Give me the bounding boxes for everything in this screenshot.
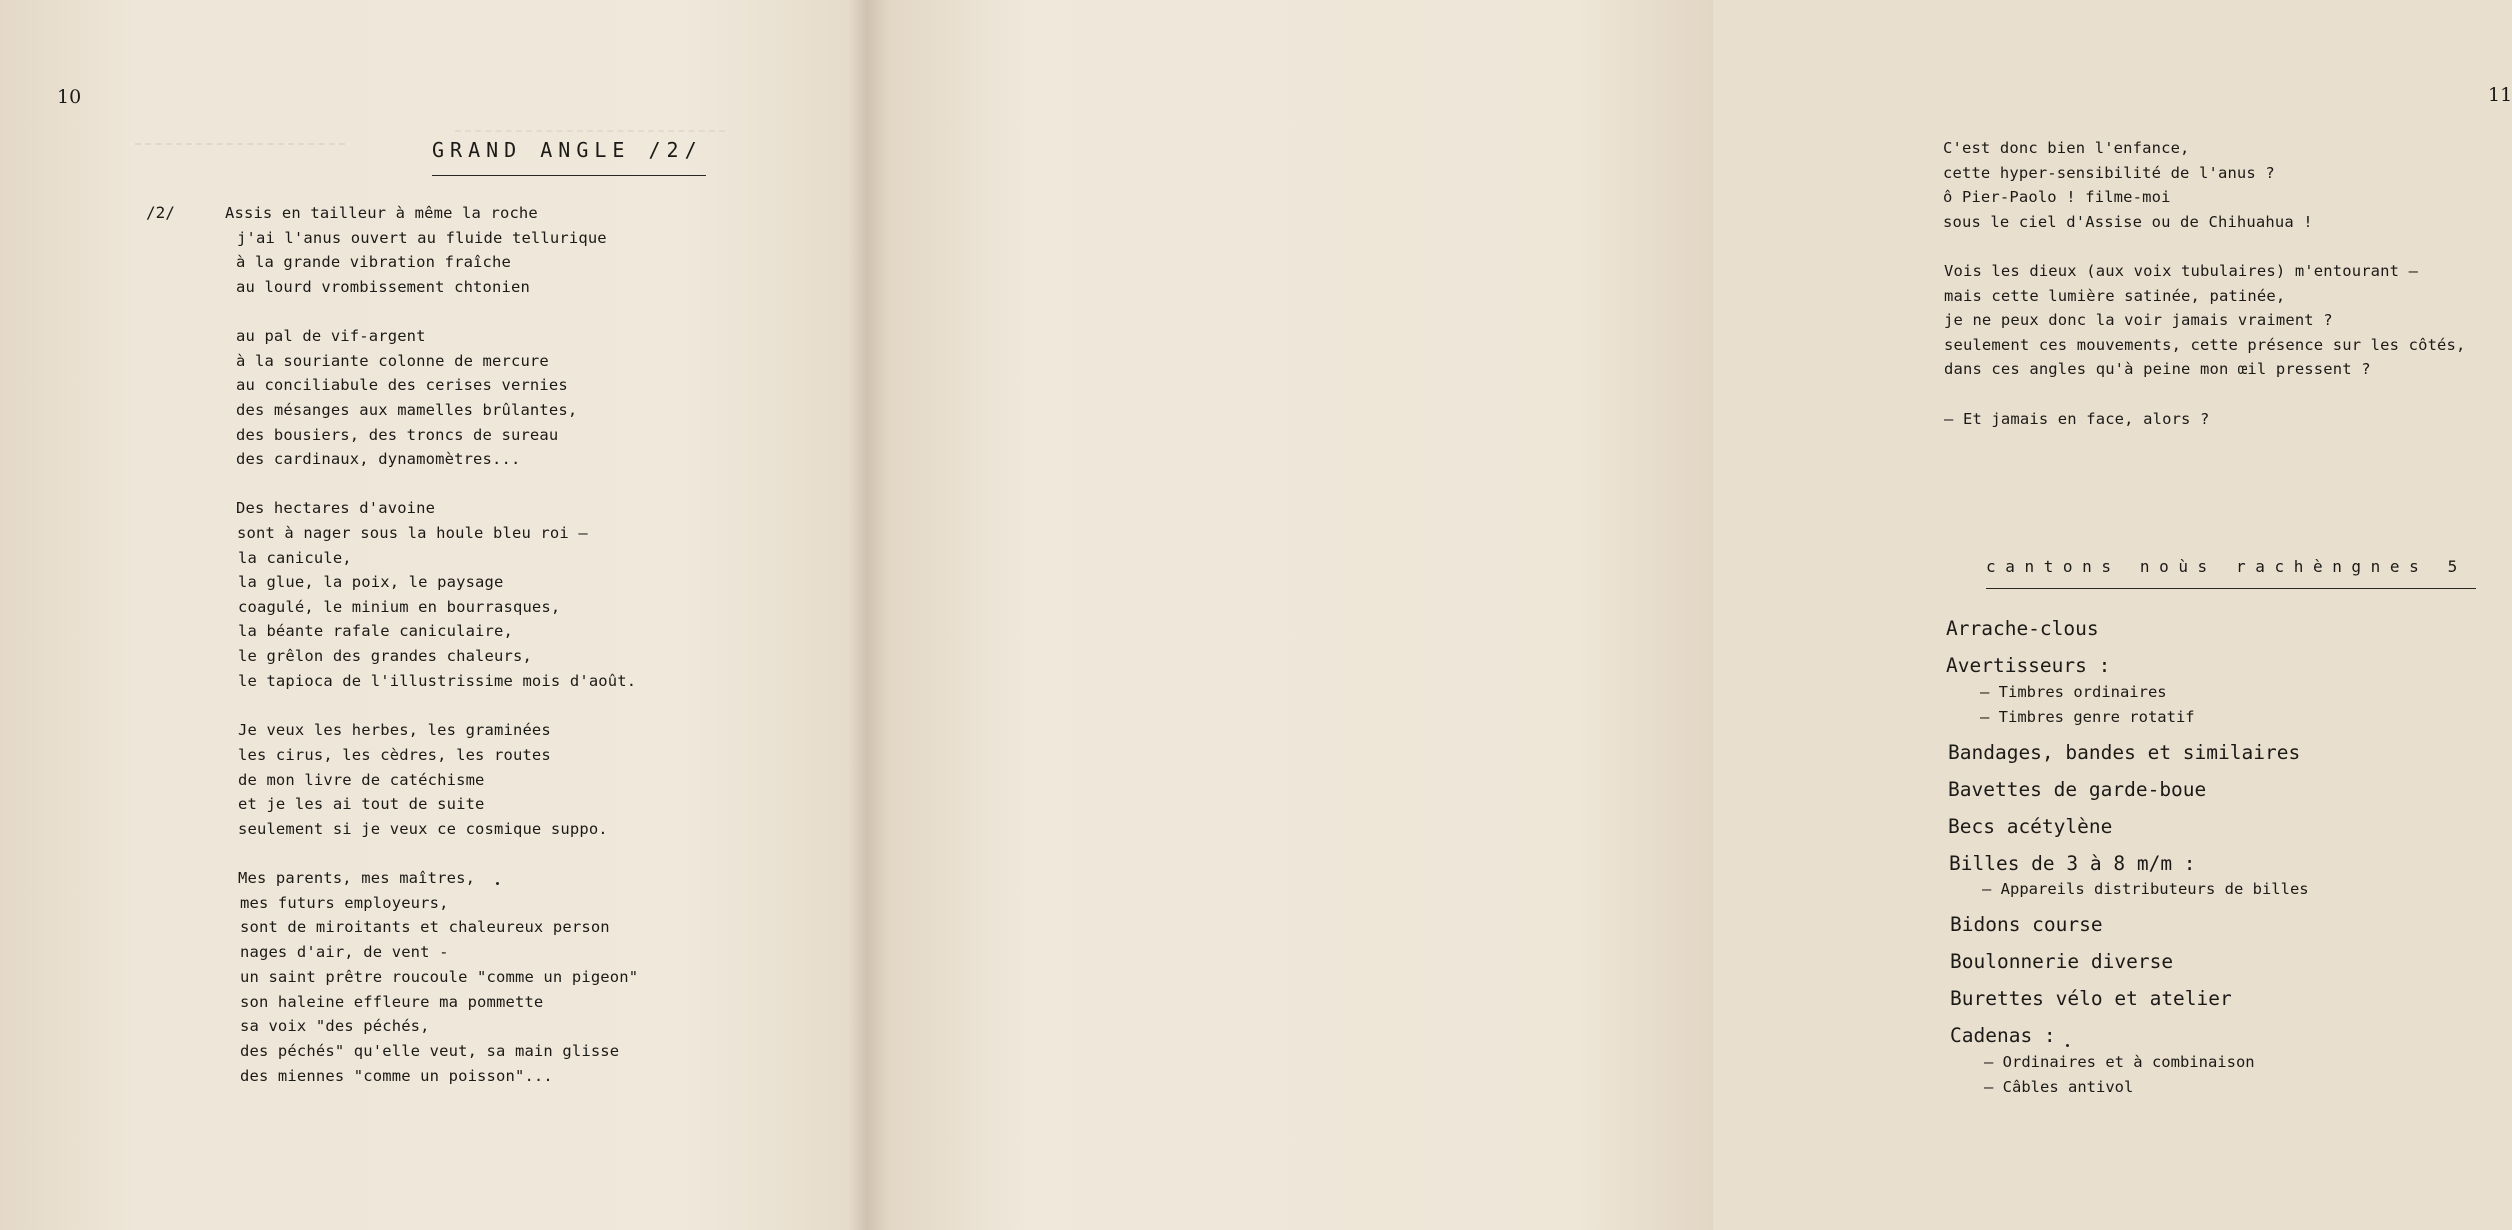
poem-line: et je les ai tout de suite bbox=[238, 795, 485, 813]
poem-line: Des hectares d'avoine bbox=[236, 499, 436, 517]
poem-line: des bousiers, des troncs de sureau bbox=[236, 426, 559, 444]
catalog-sub-entry: — Ordinaires et à combinaison bbox=[1984, 1053, 2255, 1071]
poem-line: le tapioca de l'illustrissime mois d'août. bbox=[238, 672, 637, 690]
poem-line: des miennes "comme un poisson"... bbox=[240, 1067, 553, 1085]
right-page bbox=[857, 0, 2512, 1230]
poem-line: — Et jamais en face, alors ? bbox=[1944, 410, 2210, 428]
catalog-entry: Bidons course bbox=[1950, 913, 2103, 936]
poem-line: sont de miroitants et chaleureux person bbox=[240, 918, 610, 936]
show-through-smudge bbox=[455, 108, 725, 132]
page-number: 11 bbox=[2488, 84, 2512, 106]
catalog-sub-entry: — Appareils distributeurs de billes bbox=[1982, 880, 2309, 898]
catalog-entry: Bavettes de garde-boue bbox=[1948, 778, 2207, 801]
poem-line: Vois les dieux (aux voix tubulaires) m'entourant — bbox=[1944, 262, 2419, 280]
poem-line: des péchés" qu'elle veut, sa main glisse bbox=[240, 1042, 620, 1060]
poem-line: Assis en tailleur à même la roche bbox=[225, 204, 538, 222]
poem-line: j'ai l'anus ouvert au fluide tellurique bbox=[237, 229, 607, 247]
poem-line: sous le ciel d'Assise ou de Chihuahua ! bbox=[1943, 213, 2313, 231]
poem-line: des mésanges aux mamelles brûlantes, bbox=[236, 401, 578, 419]
poem-line: mes futurs employeurs, bbox=[240, 894, 449, 912]
poem-line: à la souriante colonne de mercure bbox=[236, 352, 549, 370]
poem-line: sa voix "des péchés, bbox=[240, 1017, 430, 1035]
poem-line: seulement ces mouvements, cette présence sur les côtés, bbox=[1944, 336, 2466, 354]
poem-line: le grêlon des grandes chaleurs, bbox=[238, 647, 532, 665]
poem-line: au lourd vrombissement chtonien bbox=[236, 278, 530, 296]
catalog-entry: Billes de 3 à 8 m/m : bbox=[1949, 852, 2196, 875]
catalog-sub-entry: — Timbres ordinaires bbox=[1980, 683, 2167, 701]
catalog-entry: Bandages, bandes et similaires bbox=[1948, 741, 2301, 764]
section-underline bbox=[1986, 588, 2476, 589]
poem-line: à la grande vibration fraîche bbox=[236, 253, 511, 271]
poem-line: son haleine effleure ma pommette bbox=[240, 993, 544, 1011]
ink-speck bbox=[496, 882, 499, 885]
section-header: cantons noùs rachèngnes 5 bbox=[1986, 557, 2467, 576]
poem-line: Mes parents, mes maîtres, bbox=[238, 869, 476, 887]
poem-line: cette hyper-sensibilité de l'anus ? bbox=[1943, 164, 2275, 182]
catalog-entry: Becs acétylène bbox=[1948, 815, 2113, 838]
poem-line: la glue, la poix, le paysage bbox=[238, 573, 504, 591]
page-title: GRAND ANGLE /2/ bbox=[432, 138, 703, 162]
poem-line: des cardinaux, dynamomètres... bbox=[236, 450, 521, 468]
poem-line: je ne peux donc la voir jamais vraiment ? bbox=[1944, 311, 2333, 329]
poem-line: sont à nager sous la houle bleu roi — bbox=[237, 524, 588, 542]
poem-line: coagulé, le minium en bourrasques, bbox=[238, 598, 561, 616]
poem-line: la béante rafale caniculaire, bbox=[238, 622, 513, 640]
catalog-sub-entry: — Timbres genre rotatif bbox=[1980, 708, 2195, 726]
poem-line: ô Pier-Paolo ! filme-moi bbox=[1943, 188, 2171, 206]
catalog-entry: Arrache-clous bbox=[1946, 617, 2099, 640]
catalog-entry: Avertisseurs : bbox=[1946, 654, 2111, 677]
poem-line: au conciliabule des cerises vernies bbox=[236, 376, 568, 394]
poem-line: Je veux les herbes, les graminées bbox=[238, 721, 551, 739]
poem-line: nages d'air, de vent - bbox=[240, 943, 449, 961]
poem-line: les cirus, les cèdres, les routes bbox=[238, 746, 551, 764]
left-page bbox=[0, 0, 856, 1230]
ink-speck bbox=[2066, 1044, 2069, 1047]
poem-label: /2/ bbox=[146, 203, 175, 222]
catalog-entry: Boulonnerie diverse bbox=[1950, 950, 2174, 973]
poem-line: un saint prêtre roucoule "comme un pigeon" bbox=[240, 968, 639, 986]
show-through-smudge bbox=[135, 125, 345, 145]
poem-line: de mon livre de catéchisme bbox=[238, 771, 485, 789]
page-number: 10 bbox=[57, 86, 82, 108]
title-underline bbox=[432, 175, 706, 176]
poem-line: dans ces angles qu'à peine mon œil pressent ? bbox=[1944, 360, 2371, 378]
poem-line: seulement si je veux ce cosmique suppo. bbox=[238, 820, 608, 838]
catalog-sub-entry: — Câbles antivol bbox=[1984, 1078, 2134, 1096]
poem-line: mais cette lumière satinée, patinée, bbox=[1944, 287, 2286, 305]
catalog-entry: Burettes vélo et atelier bbox=[1950, 987, 2232, 1010]
poem-line: la canicule, bbox=[238, 549, 352, 567]
poem-line: au pal de vif-argent bbox=[236, 327, 426, 345]
catalog-entry: Cadenas : bbox=[1950, 1024, 2056, 1047]
poem-line: C'est donc bien l'enfance, bbox=[1943, 139, 2190, 157]
